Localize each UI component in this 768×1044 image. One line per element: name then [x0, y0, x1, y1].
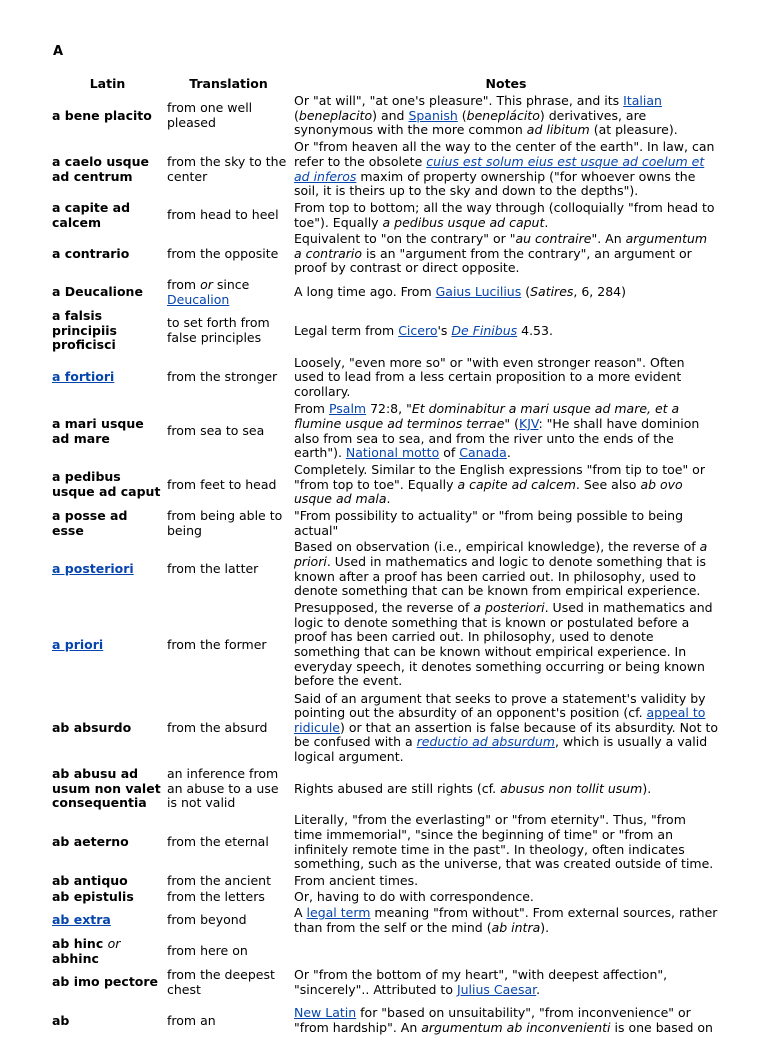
text-run: ) or that an assertion is false because of its absurdity. Not to be confused with a	[294, 719, 718, 750]
notes-cell	[292, 277, 720, 308]
wiki-link[interactable]: appeal to ridicule	[294, 705, 706, 735]
notes-cell	[292, 967, 720, 998]
text-run: A	[294, 904, 307, 920]
text-run: a posteriori	[473, 600, 545, 616]
text-run: a capite ad calcem	[457, 476, 576, 492]
text-run: ab abusu ad usum non valet consequentia	[52, 766, 161, 811]
text-run: from the absurd	[167, 719, 268, 735]
translation-cell	[165, 967, 292, 998]
text-run: ad libitum	[526, 122, 590, 138]
translation-cell	[165, 998, 292, 1044]
notes-cell	[292, 766, 720, 812]
text-run: Equivalent to "on the contrary" or "	[294, 231, 516, 247]
text-run: .	[506, 445, 511, 461]
latin-term	[50, 967, 165, 998]
text-run: Said of an argument that seeks to prove a statement's validity by pointing out the absurdity of an opponent's position (cf.	[294, 690, 706, 721]
text-run: from an	[167, 1012, 216, 1028]
latin-term	[50, 462, 165, 508]
table-row	[50, 200, 720, 231]
translation-cell	[165, 277, 292, 308]
text-run: . Used in mathematics and logic to denote something that is known or postulated before a proof has been carried out. In philosophy, used to denote something that can be known without empirical experience. In everyday speech, it denotes something occurring or being known before the event.	[294, 600, 713, 689]
text-run: ab imo pectore	[52, 974, 159, 990]
notes-cell	[292, 539, 720, 600]
latin-term	[50, 905, 165, 936]
table-row	[50, 277, 720, 308]
latin-term	[50, 354, 165, 401]
text-run: Literally, "from the everlasting" or "from eternity". Thus, "from time immemorial", "since the beginning of time" or "from an infinitely remote time in the past". In theology, often indicates something, such as the universe, that was created outside of time.	[294, 812, 714, 872]
table-row	[50, 354, 720, 401]
text-run: ) and	[372, 107, 409, 123]
translation-cell	[165, 889, 292, 905]
wiki-link[interactable]: legal term	[306, 904, 371, 920]
text-run: 72:8, "	[366, 401, 412, 417]
translation-cell	[165, 873, 292, 889]
latin-term	[50, 998, 165, 1044]
notes-cell	[292, 200, 720, 231]
wiki-link[interactable]: reductio ad absurdum	[416, 734, 555, 750]
table-header-row	[50, 75, 720, 93]
text-run: Rights abused are still rights (cf.	[294, 780, 501, 796]
wiki-link[interactable]: a fortiori	[52, 369, 115, 385]
text-run: Presupposed, the reverse of	[294, 600, 474, 616]
translation-cell	[165, 539, 292, 600]
text-run: From	[294, 401, 329, 417]
notes-cell	[292, 231, 720, 277]
translation-cell	[165, 462, 292, 508]
notes-cell	[292, 401, 720, 462]
text-run: Completely. Similar to the English expressions "from tip to toe" or "from top to toe". Equally	[294, 462, 705, 492]
text-run: or	[107, 935, 121, 951]
text-run: " (	[504, 415, 520, 431]
translation-cell	[165, 936, 292, 967]
text-run: ab antiquo	[52, 872, 128, 888]
latin-term	[50, 873, 165, 889]
notes-cell	[292, 998, 720, 1044]
text-run: Legal term from	[294, 322, 399, 338]
text-run: from the eternal	[167, 834, 269, 850]
wiki-link[interactable]: Italian	[623, 93, 662, 109]
column-header-translation: Translation	[189, 76, 268, 91]
wiki-link[interactable]: Deucalion	[167, 291, 230, 307]
latin-phrases-table	[50, 75, 720, 1044]
text-run: 's	[437, 322, 452, 338]
text-run: from feet to head	[167, 476, 277, 492]
wiki-link[interactable]: cuius est solum eius est usque ad coelum et ad inferos	[294, 153, 705, 184]
table-row	[50, 690, 720, 766]
wiki-link[interactable]: Gaius Lucilius	[435, 284, 522, 300]
text-run: a caelo usque ad centrum	[52, 153, 149, 184]
text-run: a bene placito	[52, 107, 152, 123]
wiki-link[interactable]: National motto	[345, 445, 440, 461]
text-run: From ancient times.	[294, 872, 419, 888]
latin-term	[50, 401, 165, 462]
text-run: an inference from an abuse to a use is not valid	[167, 766, 279, 811]
text-run: ab intra	[491, 919, 541, 935]
text-run: a priori	[294, 539, 708, 569]
text-run: from sea to sea	[167, 423, 265, 439]
text-run: a mari usque ad mare	[52, 415, 144, 446]
text-run: . Used in mathematics and logic to denote something that is known after a proof has been carried out. In philosophy, used to denote something that can be known from empirical experience.	[294, 553, 706, 599]
text-run: beneplácito	[466, 107, 540, 123]
notes-cell	[292, 308, 720, 354]
table-row	[50, 539, 720, 600]
text-run: .	[536, 981, 541, 997]
notes-cell	[292, 462, 720, 508]
translation-cell	[165, 766, 292, 812]
text-run: from being able to being	[167, 507, 283, 538]
text-run: ).	[642, 780, 652, 796]
wiki-link[interactable]: a posteriori	[52, 561, 134, 577]
text-run: ).	[540, 919, 550, 935]
text-run: ". An	[591, 231, 626, 247]
text-run: a pedibus usque ad caput	[52, 469, 161, 499]
text-run: from the stronger	[167, 369, 278, 385]
latin-term	[50, 231, 165, 277]
text-run: Loosely, "even more so" or "with even stronger reason". Often used to lead from a less certain proposition to a more evident corollary.	[294, 354, 685, 399]
text-run: beneplacito	[298, 107, 373, 123]
latin-term	[50, 508, 165, 539]
text-run: from head to heel	[167, 207, 279, 223]
wiki-link[interactable]: Psalm	[328, 401, 367, 417]
text-run: since	[212, 276, 250, 292]
text-run: from beyond	[167, 912, 247, 928]
translation-cell	[165, 905, 292, 936]
text-run: ) derivatives, are synonymous with the more common	[294, 107, 647, 138]
text-run: from the letters	[167, 888, 265, 904]
table-row	[50, 766, 720, 812]
table-row	[50, 905, 720, 936]
text-run: (	[521, 284, 531, 300]
text-run: from	[167, 276, 201, 292]
table-row	[50, 812, 720, 873]
text-run: Based on observation (i.e., empirical knowledge), the reverse of	[294, 539, 700, 555]
table-row	[50, 401, 720, 462]
wiki-link[interactable]: ab extra	[52, 912, 111, 928]
column-header-notes: Notes	[485, 76, 527, 91]
text-run: a Deucalione	[52, 284, 143, 300]
notes-cell	[292, 873, 720, 889]
wiki-link[interactable]: Julius Caesar	[456, 981, 537, 997]
text-run: au contraire	[515, 231, 592, 247]
text-run: from one well pleased	[167, 100, 253, 130]
text-run: Satires	[530, 284, 574, 300]
text-run: a contrario	[52, 245, 130, 261]
text-run: Et dominabitur a mari usque ad mare, et a flumine usque ad terminos terrae	[294, 401, 680, 431]
table-row	[50, 139, 720, 200]
notes-cell	[292, 93, 720, 139]
text-run: from the former	[167, 636, 267, 652]
translation-cell	[165, 139, 292, 200]
text-run: abusus non tollit usum	[500, 780, 643, 796]
translation-cell	[165, 93, 292, 139]
wiki-link[interactable]: De Finibus	[451, 322, 518, 338]
latin-term	[50, 200, 165, 231]
text-run: , 6, 284)	[573, 284, 626, 300]
text-run: ab aeterno	[52, 834, 129, 850]
text-run: or	[200, 276, 213, 292]
translation-cell	[165, 200, 292, 231]
table-row	[50, 967, 720, 998]
text-run: , which is usually a valid logical argument.	[294, 734, 708, 764]
text-run: argumentum a contrario	[294, 231, 708, 261]
translation-cell	[165, 600, 292, 690]
latin-term	[50, 539, 165, 600]
notes-cell	[292, 139, 720, 200]
text-run: .	[544, 214, 549, 230]
text-run: from the ancient	[167, 872, 271, 888]
notes-cell	[292, 812, 720, 873]
text-run: a falsis principiis proficisci	[52, 308, 117, 353]
text-run: ab hinc	[52, 935, 108, 951]
text-run: .	[386, 491, 391, 507]
text-run: to set forth from false principles	[167, 315, 270, 345]
text-run: ab absurdo	[52, 719, 132, 735]
text-run: maxim of property ownership ("for whoever owns the soil, it is theirs up to the sky and down to the depths").	[294, 168, 696, 199]
text-run: Or "at will", "at one's pleasure". This phrase, and its	[294, 93, 624, 109]
text-run: a capite ad calcem	[52, 199, 131, 230]
latin-term	[50, 690, 165, 766]
text-run: from the deepest chest	[167, 966, 275, 997]
text-run: a posse ad esse	[52, 507, 128, 538]
table-row	[50, 231, 720, 277]
text-run: From top to bottom; all the way through (colloquially "from head to toe"). Equally	[294, 199, 715, 230]
text-run: Or "from heaven all the way to the center of the earth". In law, can refer to the obsolete	[294, 139, 715, 169]
latin-term	[50, 277, 165, 308]
section-letter: A	[53, 44, 64, 59]
wiki-link[interactable]: Cicero	[398, 322, 438, 338]
wiki-link[interactable]: New Latin	[294, 1005, 357, 1021]
translation-cell	[165, 401, 292, 462]
text-run: Or, having to do with correspondence.	[294, 888, 534, 904]
notes-cell	[292, 936, 720, 967]
table-row	[50, 93, 720, 139]
latin-term	[50, 139, 165, 200]
text-run: ab epistulis	[52, 888, 134, 904]
table-row	[50, 462, 720, 508]
text-run: from the latter	[167, 561, 259, 577]
translation-cell	[165, 690, 292, 766]
wiki-link[interactable]: KJV	[519, 415, 539, 431]
text-run: . See also	[575, 476, 641, 492]
table-row	[50, 308, 720, 354]
latin-term	[50, 766, 165, 812]
table-row	[50, 600, 720, 690]
column-header-latin: Latin	[89, 76, 126, 91]
wiki-link[interactable]: a priori	[52, 636, 104, 652]
text-run: from the opposite	[167, 245, 279, 261]
latin-term	[50, 936, 165, 967]
latin-term	[50, 889, 165, 905]
text-run: (	[294, 107, 299, 123]
translation-cell	[165, 812, 292, 873]
text-run: a pedibus usque ad caput	[382, 214, 545, 230]
text-run: ab ovo usque ad mala	[294, 476, 683, 507]
notes-cell	[292, 600, 720, 690]
latin-term	[50, 812, 165, 873]
latin-term	[50, 93, 165, 139]
notes-cell	[292, 354, 720, 401]
text-run: for "based on unsuitability", "from inconvenience" or "from hardship". An	[294, 1005, 691, 1035]
text-run: of	[439, 445, 460, 461]
wiki-link[interactable]: Canada	[459, 445, 507, 461]
table-row	[50, 936, 720, 967]
table-row	[50, 873, 720, 889]
notes-cell	[292, 508, 720, 539]
text-run: Or "from the bottom of my heart", "with deepest affection", "sincerely".. Attributed to	[294, 966, 668, 997]
translation-cell	[165, 508, 292, 539]
text-run: "From possibility to actuality" or "from being possible to being actual"	[294, 507, 684, 538]
translation-cell	[165, 231, 292, 277]
text-run: abhinc	[52, 950, 99, 966]
text-run: meaning "from without". From external sources, rather than from the self or the mind (	[294, 904, 718, 935]
table-row	[50, 889, 720, 905]
text-run: A long time ago. From	[294, 284, 436, 300]
latin-term	[50, 600, 165, 690]
notes-cell	[292, 905, 720, 936]
text-run: is an "argument from the contrary", an argument or proof by contrast or direct opposite.	[294, 245, 692, 276]
latin-term	[50, 308, 165, 354]
wiki-link[interactable]: Spanish	[408, 107, 458, 123]
translation-cell	[165, 308, 292, 354]
text-run: (	[457, 107, 467, 123]
text-run: argumentum ab inconvenienti	[421, 1020, 611, 1035]
text-run: : "He shall have dominion also from sea to sea, and from the river unto the ends of the earth").	[294, 415, 700, 461]
notes-cell	[292, 690, 720, 766]
text-run: from the sky to the center	[167, 153, 287, 184]
table-row	[50, 998, 720, 1044]
text-run: (at pleasure).	[589, 122, 678, 138]
table-row	[50, 508, 720, 539]
text-run: ab	[52, 1012, 70, 1028]
text-run: 4.53.	[517, 322, 553, 338]
text-run: is one based on	[610, 1020, 713, 1035]
text-run: from here on	[167, 943, 248, 959]
translation-cell	[165, 354, 292, 401]
notes-cell	[292, 889, 720, 905]
